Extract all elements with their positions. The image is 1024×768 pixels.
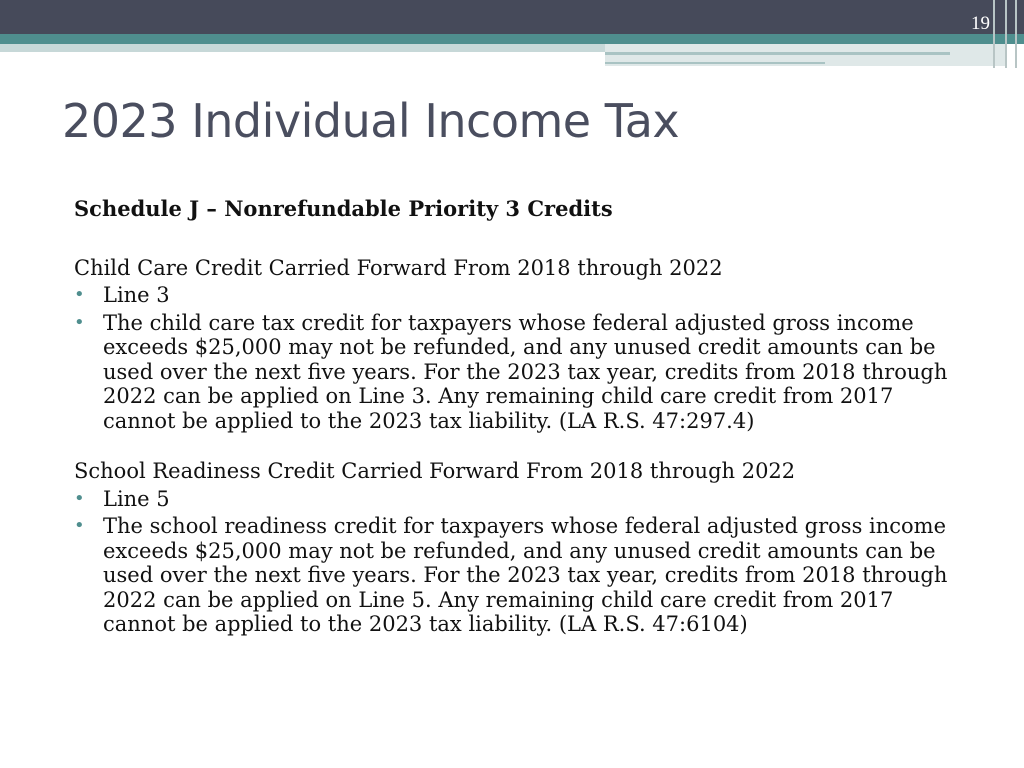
header-dark-band	[0, 0, 1024, 34]
header-vertical-line	[1005, 0, 1007, 68]
section-heading-child-care: Child Care Credit Carried Forward From 2018 through 2022	[74, 255, 723, 280]
slide-number: 19	[971, 13, 990, 34]
bullet-dot-icon: •	[74, 311, 85, 333]
header-teal-band	[0, 34, 1024, 44]
list-item-text: Line 3	[103, 283, 170, 307]
list-item-text: The child care tax credit for taxpayers whose federal adjusted gross income exceeds $25,000 may not be refunded, and any unused credit amounts can be used over the next five years. For the 2023 tax year, credits from 2018 through 2022 can be applied on Line 3. Any remaining child care credit from 2017 cannot be applied to the 2023 tax liability. (LA R.S. 47:297.4)	[103, 310, 948, 433]
schedule-subheading: Schedule J – Nonrefundable Priority 3 Credits	[74, 196, 613, 221]
list-item	[74, 283, 969, 308]
bullet-list-child-care	[74, 283, 969, 433]
bullet-dot-icon: •	[74, 487, 85, 509]
header-accent-line	[605, 52, 950, 55]
header-light-band	[0, 44, 605, 52]
slide-title: 2023 Individual Income Tax	[62, 94, 680, 148]
list-item	[74, 514, 969, 637]
list-item	[74, 487, 969, 512]
header-vertical-line	[993, 0, 995, 68]
list-item	[74, 311, 969, 434]
list-item-text: The school readiness credit for taxpayers whose federal adjusted gross income exceeds $25,000 may not be refunded, and any unused credit amounts can be used over the next five years. For the 2023 tax year, credits from 2018 through 2022 can be applied on Line 5. Any remaining child care credit from 2017 cannot be applied to the 2023 tax liability. (LA R.S. 47:6104)	[103, 514, 948, 636]
list-item-text: Line 5	[103, 486, 170, 511]
slide-body	[74, 197, 969, 640]
header-accent-line	[605, 62, 825, 64]
header-vertical-line	[1015, 0, 1017, 68]
bullet-dot-icon: •	[74, 515, 85, 536]
section-heading-school-readiness: School Readiness Credit Carried Forward From 2018 through 2022	[74, 459, 796, 483]
bullet-list-school-readiness	[74, 487, 969, 637]
bullet-dot-icon: •	[74, 284, 85, 305]
